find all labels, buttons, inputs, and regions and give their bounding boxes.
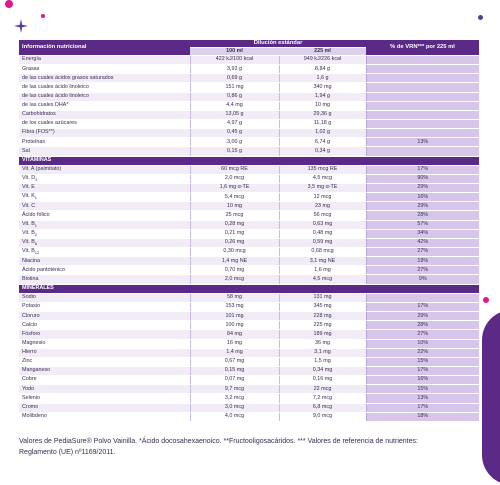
table-row bbox=[19, 366, 479, 375]
table-row bbox=[19, 101, 479, 110]
value-100ml: 0,69 g bbox=[190, 74, 279, 83]
value-vrn: 22% bbox=[366, 348, 479, 357]
value-100ml: 0,15 g bbox=[190, 147, 279, 156]
value-225ml: 0,68 mcg bbox=[279, 248, 366, 257]
value-225ml: 0,34 g bbox=[279, 147, 366, 156]
table-row bbox=[19, 65, 479, 74]
row-label: Zinc bbox=[19, 357, 190, 366]
table-row bbox=[19, 129, 479, 138]
value-vrn bbox=[366, 92, 479, 101]
value-225ml: 9,0 mcg bbox=[279, 412, 366, 421]
value-225ml: 949 kJ/226 kcal bbox=[279, 56, 366, 65]
value-vrn: 29% bbox=[366, 202, 479, 211]
value-100ml: 0,07 mg bbox=[190, 376, 279, 385]
sparkle-icon bbox=[14, 19, 28, 33]
table-row bbox=[19, 257, 479, 266]
value-225ml: 1,02 g bbox=[279, 129, 366, 138]
table-row bbox=[19, 184, 479, 193]
value-vrn: 17% bbox=[366, 303, 479, 312]
row-label: de los cuales azúcares bbox=[19, 119, 190, 128]
table-row bbox=[19, 211, 479, 220]
value-vrn: 90% bbox=[366, 174, 479, 183]
value-vrn: 34% bbox=[366, 229, 479, 238]
value-vrn: 19% bbox=[366, 257, 479, 266]
value-100ml: 2,0 mcg bbox=[190, 174, 279, 183]
value-vrn: 28% bbox=[366, 321, 479, 330]
value-100ml: 5,4 mcg bbox=[190, 193, 279, 202]
row-label: Magnesio bbox=[19, 339, 190, 348]
row-label: Potasio bbox=[19, 303, 190, 312]
table-row bbox=[19, 376, 479, 385]
table-row bbox=[19, 403, 479, 412]
value-100ml: 10 mg bbox=[190, 202, 279, 211]
value-vrn: 15% bbox=[366, 385, 479, 394]
row-label: Biotina bbox=[19, 275, 190, 284]
nutrition-table bbox=[19, 40, 479, 422]
decor-dot-pink-right bbox=[483, 297, 489, 303]
value-225ml: 8,84 g bbox=[279, 65, 366, 74]
value-100ml: 100 mg bbox=[190, 321, 279, 330]
minerals-section bbox=[19, 293, 479, 421]
value-vrn: 27% bbox=[366, 266, 479, 275]
value-225ml: 22 mcg bbox=[279, 385, 366, 394]
value-225ml: 0,16 mg bbox=[279, 376, 366, 385]
row-label: de las cuales ácidos grasos saturados bbox=[19, 74, 190, 83]
row-label: Vit. A (palmitato) bbox=[19, 165, 190, 174]
table-row bbox=[19, 339, 479, 348]
row-label: Cloruro bbox=[19, 312, 190, 321]
value-100ml: 3,00 g bbox=[190, 138, 279, 147]
table-row bbox=[19, 193, 479, 202]
row-label: Vit. $B_2$ bbox=[19, 229, 190, 238]
value-vrn: 13% bbox=[366, 394, 479, 403]
value-100ml: 25 mcg bbox=[190, 211, 279, 220]
header-vrn-percent: % de VRN*** por 225 ml bbox=[366, 40, 479, 56]
value-vrn bbox=[366, 119, 479, 128]
value-225ml: 189 mg bbox=[279, 330, 366, 339]
table-row bbox=[19, 275, 479, 284]
row-label: Cromo bbox=[19, 403, 190, 412]
value-100ml: 1,6 mg α-TE bbox=[190, 184, 279, 193]
value-100ml: 0,30 mcg bbox=[190, 248, 279, 257]
row-label: Fibra (FOS**) bbox=[19, 129, 190, 138]
table-row bbox=[19, 412, 479, 421]
value-225ml: 1,6 mg bbox=[279, 266, 366, 275]
value-100ml: 0,67 mg bbox=[190, 357, 279, 366]
row-label: Niacina bbox=[19, 257, 190, 266]
value-vrn: 29% bbox=[366, 184, 479, 193]
table-row bbox=[19, 312, 479, 321]
row-label: Vit. $B_6$ bbox=[19, 238, 190, 247]
value-225ml: 3,1 mg bbox=[279, 348, 366, 357]
value-100ml: 3,93 g bbox=[190, 65, 279, 74]
row-label: Vit. C bbox=[19, 202, 190, 211]
value-vrn: 15% bbox=[366, 357, 479, 366]
row-label: de las cuales ácido linoleico bbox=[19, 92, 190, 101]
row-label: Selenio bbox=[19, 394, 190, 403]
value-100ml: 0,45 g bbox=[190, 129, 279, 138]
value-100ml: 422 kJ/100 kcal bbox=[190, 56, 279, 65]
table-row bbox=[19, 303, 479, 312]
table-row bbox=[19, 357, 479, 366]
value-vrn: 17% bbox=[366, 165, 479, 174]
row-label: Ácido fólico bbox=[19, 211, 190, 220]
value-vrn: 16% bbox=[366, 376, 479, 385]
value-vrn: 17% bbox=[366, 366, 479, 375]
value-225ml: 0,63 mg bbox=[279, 220, 366, 229]
value-100ml: 84 mg bbox=[190, 330, 279, 339]
value-225ml: 4,5 mcg bbox=[279, 174, 366, 183]
table-row bbox=[19, 174, 479, 183]
value-vrn: 27% bbox=[366, 248, 479, 257]
header-100ml: 100 ml bbox=[190, 48, 279, 56]
value-vrn: 28% bbox=[366, 211, 479, 220]
header-225ml: 225 ml bbox=[279, 48, 366, 56]
row-label: Cobre bbox=[19, 376, 190, 385]
table-row bbox=[19, 110, 479, 119]
value-vrn: 27% bbox=[366, 330, 479, 339]
value-100ml: 1,4 mg bbox=[190, 348, 279, 357]
value-vrn: 9% bbox=[366, 275, 479, 284]
value-100ml: 2,0 mcg bbox=[190, 275, 279, 284]
row-label: Carbohidratos bbox=[19, 110, 190, 119]
table-row bbox=[19, 147, 479, 156]
nutrients-section bbox=[19, 56, 479, 157]
value-225ml: 29,36 g bbox=[279, 110, 366, 119]
value-225ml: 0,34 mg bbox=[279, 366, 366, 375]
minerals-section-title: MINERALES bbox=[19, 284, 479, 293]
value-100ml: 58 mg bbox=[190, 293, 279, 302]
row-label: Vit. $B_{12}$ bbox=[19, 248, 190, 257]
value-100ml: 151 mg bbox=[190, 83, 279, 92]
table-row bbox=[19, 385, 479, 394]
value-100ml: 60 mcg RE bbox=[190, 165, 279, 174]
row-label: Sodio bbox=[19, 293, 190, 302]
value-225ml: 7,2 mcg bbox=[279, 394, 366, 403]
row-label: Calcio bbox=[19, 321, 190, 330]
value-100ml: 0,70 mg bbox=[190, 266, 279, 275]
value-225ml: 6,74 g bbox=[279, 138, 366, 147]
value-vrn: 16% bbox=[366, 193, 479, 202]
row-label: Hierro bbox=[19, 348, 190, 357]
row-label: Sal bbox=[19, 147, 190, 156]
value-225ml: 0,48 mg bbox=[279, 229, 366, 238]
table-row bbox=[19, 119, 479, 128]
table-row bbox=[19, 220, 479, 229]
value-vrn: 57% bbox=[366, 220, 479, 229]
row-label: Grasas bbox=[19, 65, 190, 74]
value-225ml: 10 mg bbox=[279, 101, 366, 110]
value-vrn bbox=[366, 65, 479, 74]
value-100ml: 153 mg bbox=[190, 303, 279, 312]
vitamins-section bbox=[19, 165, 479, 284]
row-label: de las cuales DHA* bbox=[19, 101, 190, 110]
value-225ml: 4,5 mcg bbox=[279, 275, 366, 284]
value-225ml: 131 mg bbox=[279, 293, 366, 302]
header-standard-dilution: Dilución estándar bbox=[190, 40, 366, 48]
value-100ml: 4,4 mg bbox=[190, 101, 279, 110]
value-225ml: 1,94 g bbox=[279, 92, 366, 101]
vitamins-section-title: VITAMINAS bbox=[19, 156, 479, 165]
value-vrn: 17% bbox=[366, 403, 479, 412]
value-vrn bbox=[366, 110, 479, 119]
value-100ml: 3,0 mcg bbox=[190, 403, 279, 412]
value-100ml: 0,21 mg bbox=[190, 229, 279, 238]
value-225ml: 1,6 g bbox=[279, 74, 366, 83]
table-row bbox=[19, 202, 479, 211]
value-225ml: 56 mcg bbox=[279, 211, 366, 220]
value-vrn: 10% bbox=[366, 339, 479, 348]
value-225ml: 345 mg bbox=[279, 303, 366, 312]
value-vrn: 29% bbox=[366, 312, 479, 321]
table-row bbox=[19, 83, 479, 92]
row-label: Ácido pantoténico bbox=[19, 266, 190, 275]
row-label: Energía bbox=[19, 56, 190, 65]
value-225ml: 11,18 g bbox=[279, 119, 366, 128]
table-row bbox=[19, 92, 479, 101]
table-row bbox=[19, 229, 479, 238]
value-vrn bbox=[366, 147, 479, 156]
value-225ml: 135 mcg RE bbox=[279, 165, 366, 174]
table-row bbox=[19, 138, 479, 147]
value-225ml: 36 mg bbox=[279, 339, 366, 348]
value-vrn: 18% bbox=[366, 412, 479, 421]
value-vrn: 42% bbox=[366, 238, 479, 247]
value-vrn bbox=[366, 83, 479, 92]
value-vrn: 13% bbox=[366, 138, 479, 147]
value-225ml: 228 mg bbox=[279, 312, 366, 321]
table-row bbox=[19, 165, 479, 174]
value-100ml: 4,97 g bbox=[190, 119, 279, 128]
row-label: de las cuales ácido linoleico bbox=[19, 83, 190, 92]
header-nutrition-info: Información nutricional bbox=[19, 40, 190, 56]
value-225ml: 3,1 mg NE bbox=[279, 257, 366, 266]
table-row bbox=[19, 266, 479, 275]
value-vrn bbox=[366, 101, 479, 110]
decor-dot-pink-small bbox=[41, 14, 45, 18]
table-row bbox=[19, 56, 479, 65]
value-100ml: 4,0 mcg bbox=[190, 412, 279, 421]
value-225ml: 23 mg bbox=[279, 202, 366, 211]
row-label: Vit. $B_1$ bbox=[19, 220, 190, 229]
row-label: Manganeso bbox=[19, 366, 190, 375]
minerals-header-section bbox=[19, 284, 479, 293]
row-label: Molibdeno bbox=[19, 412, 190, 421]
value-vrn bbox=[366, 129, 479, 138]
value-225ml: 3,5 mg α-TE bbox=[279, 184, 366, 193]
value-225ml: 225 mg bbox=[279, 321, 366, 330]
table-row bbox=[19, 348, 479, 357]
value-100ml: 13,05 g bbox=[190, 110, 279, 119]
row-label: Yodo bbox=[19, 385, 190, 394]
value-vrn bbox=[366, 74, 479, 83]
value-100ml: 0,15 mg bbox=[190, 366, 279, 375]
table-row bbox=[19, 330, 479, 339]
value-225ml: 1,5 mg bbox=[279, 357, 366, 366]
decor-dot-pink bbox=[5, 0, 13, 8]
row-label: Vit. $K_1$ bbox=[19, 193, 190, 202]
value-100ml: 16 mg bbox=[190, 339, 279, 348]
vitamins-header-section bbox=[19, 156, 479, 165]
table-row bbox=[19, 293, 479, 302]
value-100ml: 0,28 mg bbox=[190, 220, 279, 229]
value-225ml: 340 mg bbox=[279, 83, 366, 92]
row-label: Fósforo bbox=[19, 330, 190, 339]
row-label: Vit. E bbox=[19, 184, 190, 193]
value-100ml: 0,86 g bbox=[190, 92, 279, 101]
value-100ml: 1,4 mg NE bbox=[190, 257, 279, 266]
value-vrn bbox=[366, 56, 479, 65]
table-row bbox=[19, 321, 479, 330]
table-row bbox=[19, 238, 479, 247]
value-100ml: 0,26 mg bbox=[190, 238, 279, 247]
value-225ml: 6,8 mcg bbox=[279, 403, 366, 412]
table-row bbox=[19, 394, 479, 403]
footnote: Valores de PediaSure® Polvo Vainilla. *Ácido docosahexaenoico. **Fructooligosacáridos. *** Valores de referencia de nutrientes: Reglamento (UE) nº1169/2011. bbox=[19, 438, 418, 456]
table-row bbox=[19, 248, 479, 257]
value-225ml: 12 mcg bbox=[279, 193, 366, 202]
table-row bbox=[19, 74, 479, 83]
value-100ml: 9,7 mcg bbox=[190, 385, 279, 394]
decor-purple-blob bbox=[482, 310, 500, 485]
value-vrn bbox=[366, 293, 479, 302]
value-225ml: 0,59 mg bbox=[279, 238, 366, 247]
value-100ml: 3,2 mcg bbox=[190, 394, 279, 403]
row-label: Vit. $D_3$ bbox=[19, 174, 190, 183]
decor-dot-purple bbox=[478, 15, 483, 20]
row-label: Proteínas bbox=[19, 138, 190, 147]
value-100ml: 101 mg bbox=[190, 312, 279, 321]
